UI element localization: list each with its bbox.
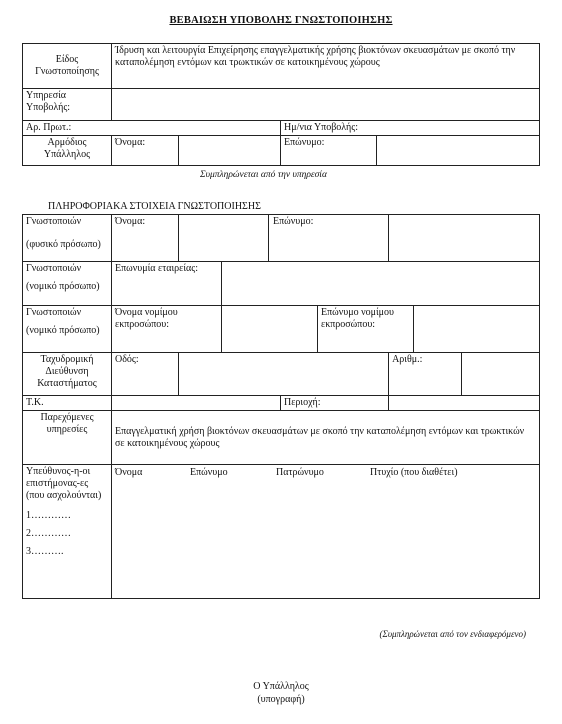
services-row xyxy=(23,411,540,465)
employee-label: Αρμόδιος Υπάλληλος xyxy=(23,136,112,166)
legal-representative-label-line2: (νομικό πρόσωπο) xyxy=(26,325,100,336)
scientists-row xyxy=(23,465,540,599)
employee-row xyxy=(23,136,540,166)
submission-date-field[interactable] xyxy=(281,121,540,136)
applicant-note: (Συμπληρώνεται από τον ενδιαφερόμενο) xyxy=(379,629,526,639)
company-name-label: Επωνυμία εταιρείας: xyxy=(112,262,222,306)
address-row xyxy=(23,353,540,396)
natural-person-label xyxy=(23,215,112,262)
col-surname-header: Επώνυμο xyxy=(190,467,228,478)
services-value-text: Επαγγελματική χρήση βιοκτόνων σκευασμάτων με σκοπό την καταπολέμηση εντόμων και τρωκτικών σε κατοικημένους χώρους xyxy=(115,425,525,449)
info-section-title: ΠΛΗΡΟΦΟΡΙΑΚΑ ΣΤΟΙΧΕΙΑ ΓΝΩΣΤΟΠΟΙΗΣΗΣ xyxy=(48,201,261,212)
kind-value: Ίδρυση και λειτουργία Επιχείρησης επαγγελματικής χρήσης βιοκτόνων σκευασμάτων με σκοπό την καταπολέμηση εντόμων και τρωκτικών σε κατοικημένους χώρους xyxy=(112,44,540,89)
legal-person-label-line2: (νομικό πρόσωπο) xyxy=(26,281,100,292)
col-name-header: Όνομα xyxy=(115,467,143,478)
scientist-3[interactable]: 3………. xyxy=(26,546,64,557)
postcode-field[interactable] xyxy=(112,396,281,411)
info-table xyxy=(22,214,540,599)
col-father-header: Πατρώνυμο xyxy=(276,467,324,478)
kind-label: Είδος Γνωστοποίησης xyxy=(23,44,112,89)
kind-row xyxy=(23,44,540,89)
natural-surname-field[interactable] xyxy=(389,215,540,262)
services-value xyxy=(112,411,540,465)
natural-surname-label: Επώνυμο: xyxy=(269,215,389,262)
service-table xyxy=(22,43,540,166)
area-field[interactable] xyxy=(389,396,540,411)
legal-person-row xyxy=(23,262,540,306)
legal-representative-row xyxy=(23,306,540,353)
address-label: Ταχυδρομική Διεύθυνση Καταστήματος xyxy=(23,353,112,396)
services-label: Παρεχόμενες υπηρεσίες xyxy=(23,411,112,465)
scientists-label: Υπεύθυνος-η-οι επιστήμονας-ες (που ασχολούνται) xyxy=(26,466,102,501)
protocol-field[interactable] xyxy=(23,121,281,136)
scientists-label-cell xyxy=(23,465,112,599)
natural-person-row xyxy=(23,215,540,262)
representative-name-field[interactable] xyxy=(222,306,318,353)
representative-surname-field[interactable] xyxy=(414,306,540,353)
postcode-row xyxy=(23,396,540,411)
employee-surname-label: Επώνυμο: xyxy=(281,136,377,166)
scientist-1[interactable]: 1………… xyxy=(26,510,71,521)
number-field[interactable] xyxy=(462,353,540,396)
employee-name-label: Όνομα: xyxy=(112,136,179,166)
employee-name-field[interactable] xyxy=(179,136,281,166)
legal-person-label-line1: Γνωστοποιών xyxy=(26,263,82,274)
postcode-label: Τ.Κ. xyxy=(23,396,112,411)
page-title: ΒΕΒΑΙΩΣΗ ΥΠΟΒΟΛΗΣ ΓΝΩΣΤΟΠΟΙΗΣΗΣ xyxy=(169,15,393,26)
submission-date-label: Ημ/νια Υποβολής: xyxy=(284,122,359,133)
legal-representative-label xyxy=(23,306,112,353)
service-label: Υπηρεσία Υποβολής: xyxy=(23,89,112,121)
service-field[interactable] xyxy=(112,89,540,121)
street-field[interactable] xyxy=(179,353,389,396)
representative-surname-label: Επώνυμο νομίμου εκπροσώπου: xyxy=(318,306,414,353)
company-name-field[interactable] xyxy=(222,262,540,306)
natural-person-label-line1: Γνωστοποιών xyxy=(26,216,82,227)
service-row xyxy=(23,89,540,121)
service-note: Συμπληρώνεται από την υπηρεσία xyxy=(200,170,327,180)
signature-caption: (υπογραφή) xyxy=(257,694,305,705)
employee-surname-field[interactable] xyxy=(377,136,540,166)
legal-person-label xyxy=(23,262,112,306)
street-label: Οδός: xyxy=(112,353,179,396)
legal-representative-label-line1: Γνωστοποιών xyxy=(26,307,82,318)
natural-name-label: Όνομα: xyxy=(112,215,179,262)
signature-title: Ο Υπάλληλος xyxy=(253,681,309,692)
scientists-details[interactable] xyxy=(112,465,540,599)
number-label: Αριθμ.: xyxy=(389,353,462,396)
natural-name-field[interactable] xyxy=(179,215,269,262)
area-label: Περιοχή: xyxy=(281,396,389,411)
natural-person-label-line2: (φυσικό πρόσωπο) xyxy=(26,239,101,250)
protocol-label: Αρ. Πρωτ.: xyxy=(26,122,72,133)
protocol-row xyxy=(23,121,540,136)
col-degree-header: Πτυχίο (που διαθέτει) xyxy=(370,467,458,478)
representative-name-label: Όνομα νομίμου εκπροσώπου: xyxy=(112,306,222,353)
scientist-2[interactable]: 2………… xyxy=(26,528,71,539)
